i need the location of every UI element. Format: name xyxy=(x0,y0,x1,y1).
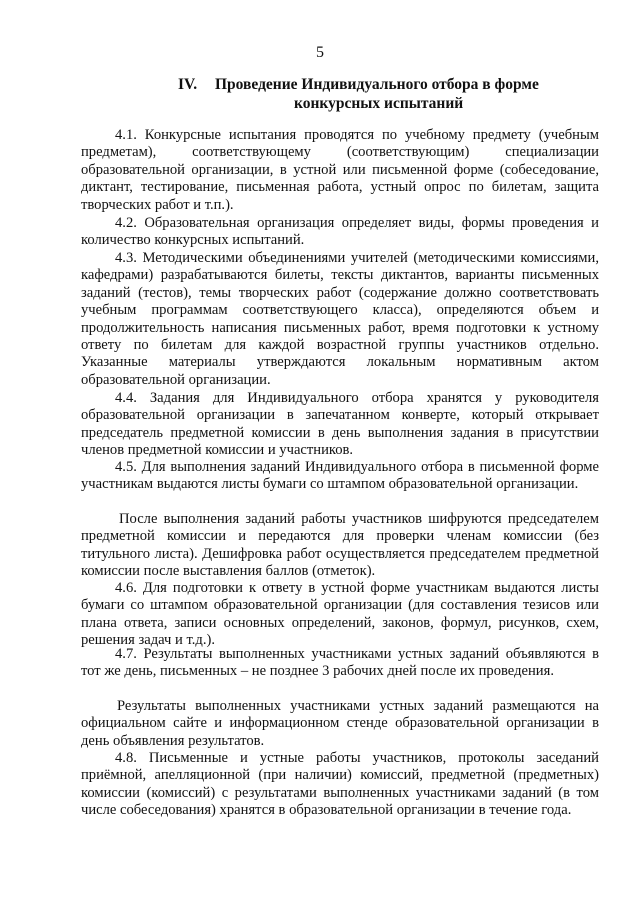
section-title-line2: конкурсных испытаний xyxy=(294,95,464,112)
paragraph-4-4 xyxy=(81,390,599,460)
paragraph-4-7-continued xyxy=(81,698,599,750)
paragraph-4-5 xyxy=(81,459,599,494)
paragraph-4-6 xyxy=(81,580,599,650)
paragraph-text: 4.1. Конкурсные испытания проводятся по учебному предмету (учебным предметам), соответствующему (соответствующим) специализации образовательной организации, в устной или письменной форме (собеседование, диктант, тестирование, письменная работа, устный опрос по билетам, защита творческих работ и т.п.). xyxy=(81,127,599,213)
paragraph-text: Результаты выполненных участниками устных заданий размещаются на официальном сайте и информационном стенде образовательной организации в день объявления результатов. xyxy=(81,698,599,749)
paragraph-4-8 xyxy=(81,750,599,820)
paragraph-text: 4.2. Образовательная организация определяет виды, формы проведения и количество конкурсных испытаний. xyxy=(81,215,599,249)
paragraph-text: 4.7. Результаты выполненных участниками устных заданий объявляются в тот же день, письменных – не позднее 3 рабочих дней после их проведения. xyxy=(81,646,599,680)
paragraph-4-5-continued xyxy=(81,511,599,581)
paragraph-4-2 xyxy=(81,215,599,250)
paragraph-text: 4.8. Письменные и устные работы участников, протоколы заседаний приёмной, апелляционной (при наличии) комиссий, предметной (предметных) комиссии (комиссий) с результатами выполненных участниками заданий (в том числе собеседования) хранятся в образовательной организации в течение года. xyxy=(81,750,599,819)
paragraph-4-7 xyxy=(81,646,599,681)
paragraph-text: 4.4. Задания для Индивидуального отбора хранятся у руководителя образовательной организации в запечатанном конверте, который открывает председатель предметной комиссии в день выполнения задания в присутствии членов предметной комиссии и участников. xyxy=(81,390,599,459)
paragraph-4-1 xyxy=(81,127,599,214)
paragraph-text: После выполнения заданий работы участников шифруются председателем предметной комиссии и передаются для проверки членам комиссии (без титульного листа). Дешифровка работ осуществляется председателем предметной комиссии после выставления баллов (отметок). xyxy=(81,511,599,580)
paragraph-text: 4.5. Для выполнения заданий Индивидуального отбора в письменной форме участникам выдаются листы бумаги со штампом образовательной организации. xyxy=(81,459,599,493)
section-title-line1: Проведение Индивидуального отбора в форме xyxy=(215,76,539,93)
page-number: 5 xyxy=(316,44,324,61)
section-number: IV. xyxy=(178,76,198,93)
paragraph-text: 4.6. Для подготовки к ответу в устной форме участникам выдаются листы бумаги со штампом образовательной организации (для составления тезисов или плана ответа, записи основных определений, законов, формул, рисунков, схем, решения задач и т.д.). xyxy=(81,580,599,649)
paragraph-4-3 xyxy=(81,250,599,389)
paragraph-text: 4.3. Методическими объединениями учителей (методическими комиссиями, кафедрами) разрабатываются билеты, тексты диктантов, варианты письменных заданий (тестов), темы творческих работ (содержание должно соответствовать учебным программам соответствующего класса), определяются объем и продолжительность написания письменных работ, время подготовки к устному ответу по билетам для каждой возрастной группы участников отдельно. Указанные материалы утверждаются локальным нормативным актом образовательной организации. xyxy=(81,250,599,388)
